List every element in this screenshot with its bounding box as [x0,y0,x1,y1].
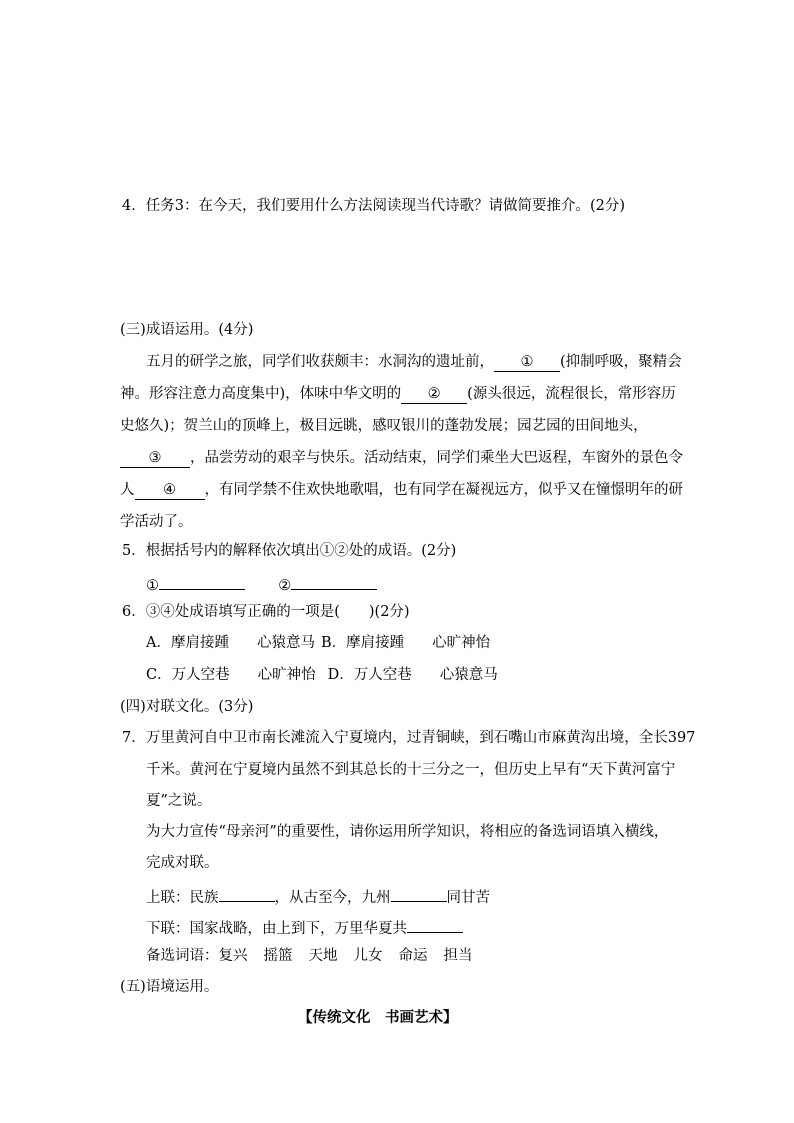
passage-line-2 [120,384,676,404]
word-options-label: 备选词语： [146,948,219,964]
question-7-line-2: 千米。黄河在宁夏境内虽然不到其总长的十三分之一，但历史上早有“天下黄河富宁 [146,762,676,778]
passage-text: 人 [120,482,135,498]
couplet-upper [146,884,490,908]
question-5: 5．根据括号内的解释依次填出①②处的成语。(2分) [122,543,457,559]
word-option: 摇篮 [263,948,293,964]
passage-line-6: 学活动了。 [120,514,193,530]
blank-1[interactable] [494,354,560,372]
word-option: 天地 [308,948,338,964]
answer-2-label: ② [278,578,292,594]
option-a[interactable]: A．摩肩接踵 [146,635,229,651]
blank-2[interactable] [401,386,467,404]
option-b[interactable]: B．摩肩接踵 [320,635,405,651]
passage-text: ，品尝劳动的艰辛与快乐。活动结束，同学们乘坐大巴返程，车窗外的景色令 [190,450,683,466]
answer-2-blank[interactable] [291,572,377,590]
question-4: 4．任务3：在今天，我们要用什么方法阅读现当代诗歌？请做简要推介。(2分) [122,198,625,214]
option-d-value: 心猿意马 [439,667,498,683]
couplet-lower-blank[interactable] [407,915,463,933]
option-c-value: 心旷神怡 [257,667,316,683]
couplet-upper-text: ，从古至今，九州 [274,890,391,906]
option-row-1 [146,633,490,653]
couplet-upper-text: 上联：民族 [146,890,219,906]
word-option: 担当 [443,948,473,964]
option-a-value: 心猿意马 [256,635,315,651]
passage-text: 神。形容注意力高度集中)，体味中华文明的 [120,386,402,402]
couplet-upper-blank-1[interactable] [219,884,275,902]
option-c[interactable]: C．万人空巷 [146,667,230,683]
section-5-heading: 【传统文化 书画艺术】 [298,1009,458,1026]
passage-line-4 [120,448,683,468]
word-option: 复兴 [218,948,248,964]
passage-line-5 [120,480,683,500]
question-6: 6．③④处成语填写正确的一项是( )(2分) [122,604,410,620]
answer-row-5 [146,572,377,596]
word-options [146,946,473,966]
blank-1-label: ① [520,354,534,370]
passage-text: 五月的研学之旅，同学们收获颇丰：水洞沟的遗址前， [146,354,494,370]
option-d[interactable]: D．万人空巷 [327,667,412,683]
passage-text: (源头很远，流程很长，常形容历 [467,386,676,402]
question-7-line-5: 完成对联。 [146,855,219,871]
section-3-title: (三)成语运用。(4分) [120,322,254,338]
couplet-upper-text: 同甘苦 [446,890,490,906]
couplet-upper-blank-2[interactable] [391,884,447,902]
blank-4[interactable] [135,482,205,500]
word-option: 儿女 [353,948,383,964]
answer-1-blank[interactable] [159,572,245,590]
blank-3-label: ③ [148,450,162,466]
passage-line-3: 史悠久)；贺兰山的顶峰上，极目远眺，感叹银川的蓬勃发展；园艺园的田间地头， [120,418,648,434]
question-7-line-3: 夏”之说。 [146,793,212,809]
blank-3[interactable] [120,450,190,468]
option-row-2 [146,665,498,685]
section-4-title: (四)对联文化。(3分) [120,699,254,715]
blank-2-label: ② [427,386,441,402]
option-b-value: 心旷神怡 [432,635,491,651]
question-7-line-4: 为大力宣传“母亲河”的重要性，请你运用所学知识，将相应的备选词语填入横线， [146,824,669,840]
passage-line-1 [146,352,682,372]
couplet-lower-text: 下联：国家战略，由上到下，万里华夏共 [146,921,407,937]
word-option: 命运 [398,948,428,964]
section-5-title: (五)语境运用。 [120,979,219,995]
passage-text: ，有同学禁不住欢快地歌唱，也有同学在凝视远方，似乎又在憧憬明年的研 [204,482,683,498]
question-7-line-1: 7．万里黄河自中卫市南长滩流入宁夏境内，过青铜峡，到石嘴山市麻黄沟出境，全长397 [122,730,696,746]
passage-text: (抑制呼吸，聚精会 [560,354,682,370]
blank-4-label: ④ [163,482,176,498]
couplet-lower [146,915,463,939]
answer-1-label: ① [146,578,159,594]
